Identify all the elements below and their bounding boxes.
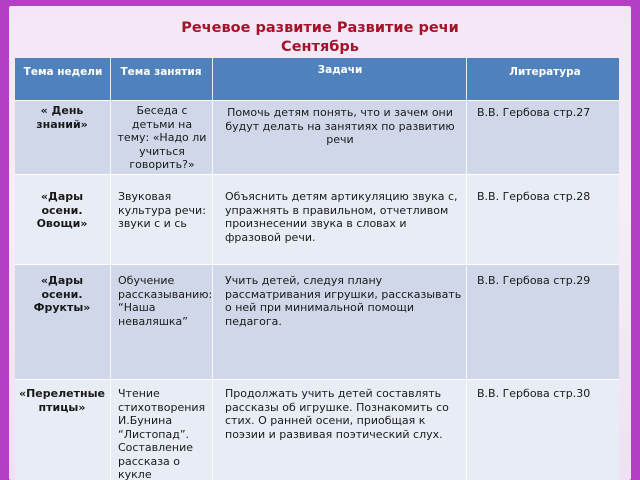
row-1-topic: Беседа с детьми на тему: «Надо ли учиться говорить?»	[117, 104, 207, 171]
page-title: Речевое развитие Развитие речи	[181, 20, 459, 36]
row-1-tasks: Помочь детям понять, что и зачем они будут делать на занятиях по развитию речи	[225, 106, 455, 146]
lesson-plan-table	[15, 58, 619, 480]
row-3-topic: Обучение рассказыванию: “Наша неваляшка”	[118, 274, 213, 328]
column-divider	[466, 58, 467, 480]
row-2-week: «Дары осени. Овощи»	[36, 190, 88, 230]
row-2-literature: В.В. Гербова стр.28	[477, 190, 591, 203]
row-3-week: «Дары осени. Фрукты»	[33, 274, 91, 314]
row-4-tasks: Продолжать учить детей составлять рассказы об игрушке. Познакомить со стих. О ранней осени, приобщая к поэзии и развивая поэтический слух.	[225, 387, 449, 441]
row-3-literature: В.В. Гербова стр.29	[477, 274, 591, 287]
row-divider	[15, 379, 619, 380]
row-1-week: « День знаний»	[36, 104, 88, 131]
row-2-tasks: Объяснить детям артикуляцию звука с, упражнять в правильном, отчетливом произнесении звука в словах и фразовой речи.	[225, 190, 458, 244]
row-divider	[15, 264, 619, 265]
page-subtitle-month: Сентябрь	[281, 39, 359, 55]
row-2-topic: Звуковая культура речи: звуки с и сь	[118, 190, 206, 230]
column-divider	[110, 58, 111, 480]
header-literature: Литература	[509, 66, 581, 78]
row-4-week: «Перелетные птицы»	[18, 387, 105, 414]
row-4-topic: Чтение стихотворения И.Бунина “Листопад”. Составление рассказа о кукле	[118, 387, 206, 480]
row-1-literature: В.В. Гербова стр.27	[477, 106, 591, 119]
row-3-tasks: Учить детей, следуя плану рассматривания игрушки, рассказывать о ней при минимальной помощи педагога.	[225, 274, 462, 328]
header-tasks: Задачи	[317, 64, 363, 76]
row-divider	[15, 100, 619, 101]
row-divider	[15, 174, 619, 175]
row-4-literature: В.В. Гербова стр.30	[477, 387, 591, 400]
header-topic: Тема занятия	[120, 66, 202, 78]
header-week: Тема недели	[23, 66, 103, 78]
column-divider	[212, 58, 213, 480]
